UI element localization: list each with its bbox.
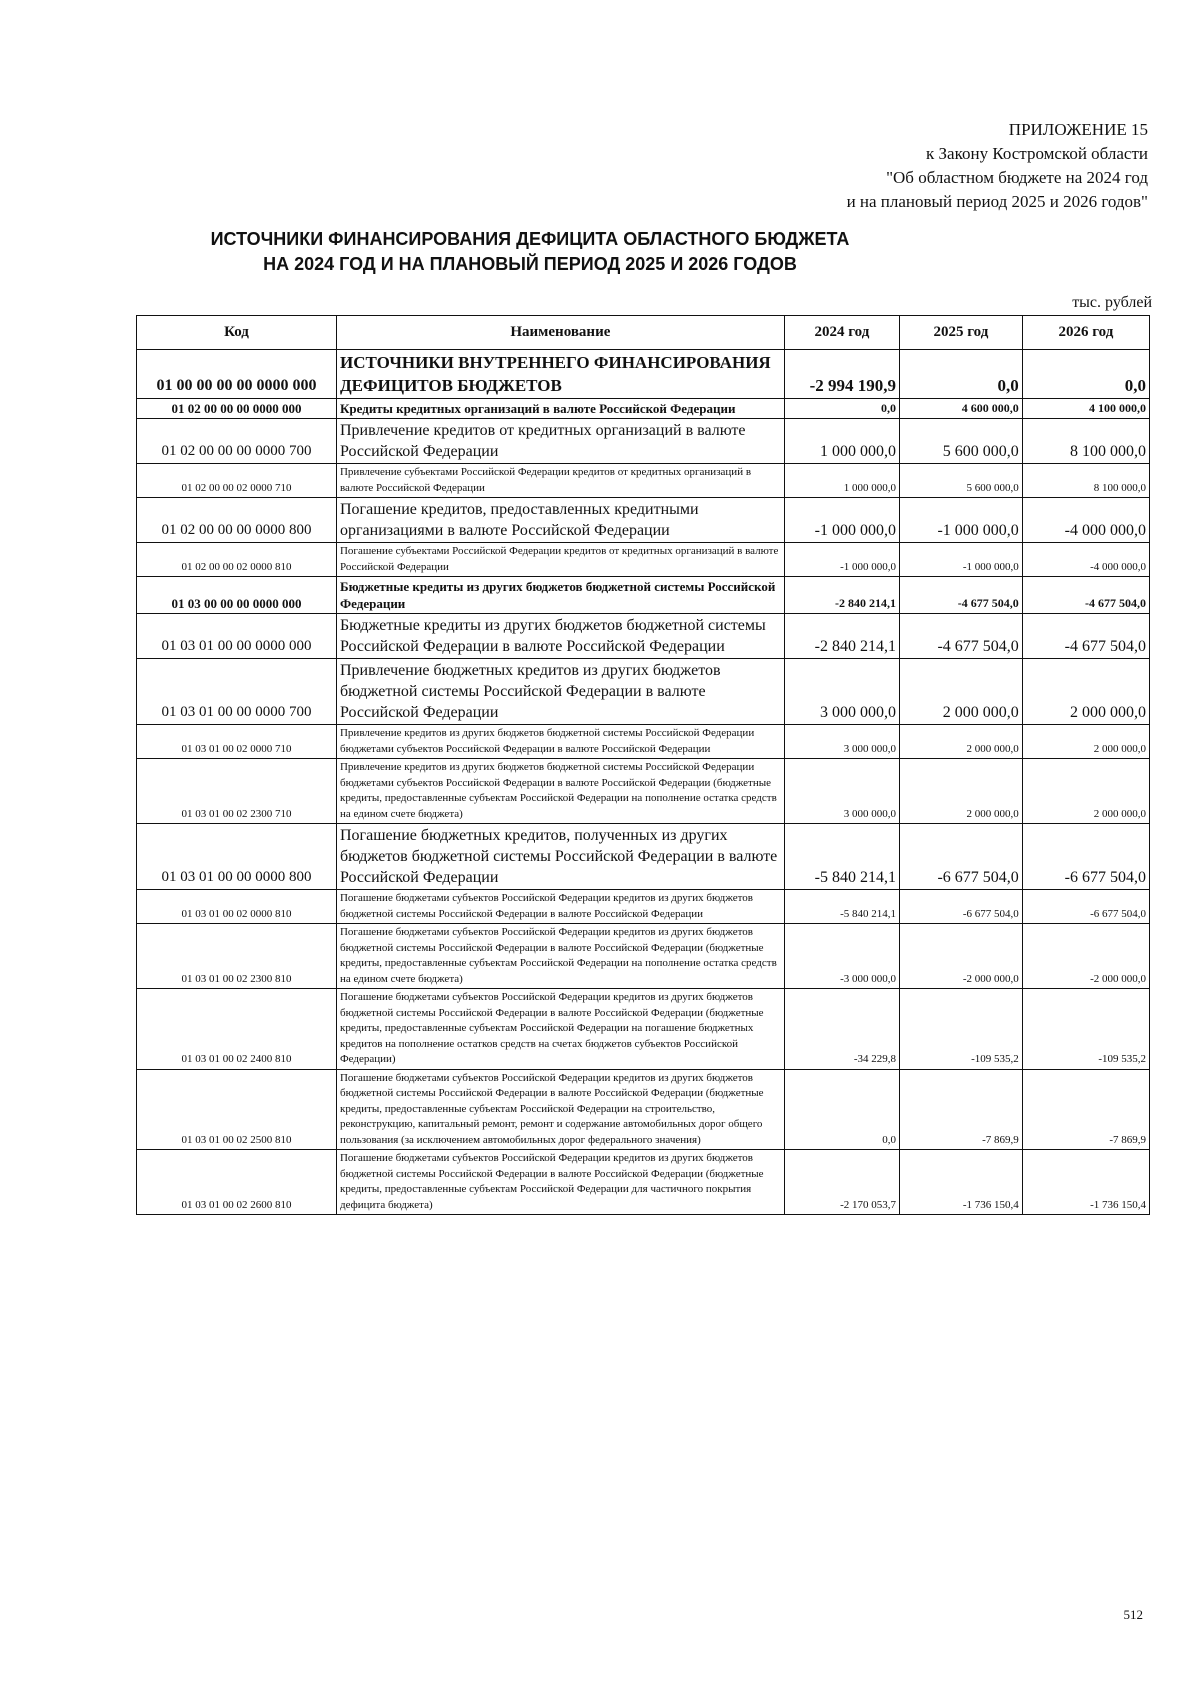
- table-row: [137, 890, 1150, 924]
- table-row: [137, 350, 1150, 399]
- row-name: Кредиты кредитных организаций в валюте Российской Федерации: [336, 399, 784, 419]
- column-header-code: Код: [137, 316, 337, 350]
- row-value-2025: -4 677 504,0: [899, 577, 1022, 614]
- row-value-2025: 2 000 000,0: [899, 659, 1022, 725]
- row-name: Привлечение кредитов из других бюджетов бюджетной системы Российской Федерации бюджетами субъектов Российской Федерации в валюте Российской Федерации: [336, 725, 784, 759]
- row-value-2024: 1 000 000,0: [784, 419, 899, 464]
- row-value-2025: -1 000 000,0: [899, 543, 1022, 577]
- row-value-2025: 2 000 000,0: [899, 759, 1022, 824]
- table-row: [137, 419, 1150, 464]
- row-value-2025: 5 600 000,0: [899, 464, 1022, 498]
- row-code: 01 00 00 00 00 0000 000: [137, 350, 337, 399]
- row-code: 01 02 00 00 00 0000 800: [137, 498, 337, 543]
- row-value-2024: -1 000 000,0: [784, 543, 899, 577]
- row-value-2025: -6 677 504,0: [899, 890, 1022, 924]
- row-value-2025: 0,0: [899, 350, 1022, 399]
- row-value-2026: -6 677 504,0: [1022, 890, 1149, 924]
- row-value-2025: -1 000 000,0: [899, 498, 1022, 543]
- row-code: 01 02 00 00 02 0000 810: [137, 543, 337, 577]
- row-value-2025: -1 736 150,4: [899, 1150, 1022, 1215]
- row-value-2026: 4 100 000,0: [1022, 399, 1149, 419]
- row-value-2024: -2 994 190,9: [784, 350, 899, 399]
- row-name: Привлечение субъектами Российской Федерации кредитов от кредитных организаций в валюте Российской Федерации: [336, 464, 784, 498]
- row-code: 01 03 01 00 02 2300 710: [137, 759, 337, 824]
- law-reference-line-3: и на плановый период 2025 и 2026 годов": [846, 192, 1148, 211]
- row-value-2024: -2 840 214,1: [784, 614, 899, 659]
- row-name: Погашение бюджетами субъектов Российской Федерации кредитов из других бюджетов бюджетной системы Российской Федерации в валюте Российской Федерации (бюджетные кредиты, предоставленные субъектам Российской Федерации для частичного покрытия дефицита бюджета): [336, 1150, 784, 1215]
- row-name: Погашение бюджетами субъектов Российской Федерации кредитов из других бюджетов бюджетной системы Российской Федерации в валюте Российской Федерации (бюджетные кредиты, предоставленные субъектам Российской Федерации на погашение бюджетных кредитов на пополнение остатков средств на счетах бюджетов субъектов Российской Федерации): [336, 989, 784, 1070]
- row-value-2024: -2 840 214,1: [784, 577, 899, 614]
- row-name: Привлечение бюджетных кредитов из других бюджетов бюджетной системы Российской Федерации в валюте Российской Федерации: [336, 659, 784, 725]
- row-name: Привлечение кредитов из других бюджетов бюджетной системы Российской Федерации бюджетами субъектов Российской Федерации в валюте Российской Федерации (бюджетные кредиты, предоставленные субъектам Российской Федерации на пополнение остатка средств на едином счете бюджета): [336, 759, 784, 824]
- row-value-2024: 3 000 000,0: [784, 759, 899, 824]
- row-value-2026: 0,0: [1022, 350, 1149, 399]
- table-row: [137, 577, 1150, 614]
- table-row: [137, 1150, 1150, 1215]
- row-code: 01 03 01 00 00 0000 700: [137, 659, 337, 725]
- row-code: 01 03 01 00 02 0000 710: [137, 725, 337, 759]
- row-name: Погашение бюджетных кредитов, полученных из других бюджетов бюджетной системы Российской Федерации в валюте Российской Федерации: [336, 824, 784, 890]
- row-value-2025: -7 869,9: [899, 1069, 1022, 1150]
- row-value-2024: -1 000 000,0: [784, 498, 899, 543]
- column-header-name: Наименование: [336, 316, 784, 350]
- row-value-2026: 2 000 000,0: [1022, 759, 1149, 824]
- table-header-row: [137, 316, 1150, 350]
- column-header-2026: 2026 год: [1022, 316, 1149, 350]
- row-name: Погашение кредитов, предоставленных кредитными организациями в валюте Российской Федерации: [336, 498, 784, 543]
- appendix-number: ПРИЛОЖЕНИЕ 15: [1008, 120, 1148, 139]
- units-label: тыс. рублей: [1072, 294, 1152, 311]
- row-code: 01 02 00 00 02 0000 710: [137, 464, 337, 498]
- row-code: 01 03 01 00 02 2600 810: [137, 1150, 337, 1215]
- row-value-2025: -2 000 000,0: [899, 924, 1022, 989]
- row-name: Погашение бюджетами субъектов Российской Федерации кредитов из других бюджетов бюджетной системы Российской Федерации в валюте Российской Федерации: [336, 890, 784, 924]
- row-name: Погашение субъектами Российской Федерации кредитов от кредитных организаций в валюте Российской Федерации: [336, 543, 784, 577]
- row-value-2026: -2 000 000,0: [1022, 924, 1149, 989]
- budget-sources-table: [136, 315, 1150, 1215]
- page-number: 512: [1123, 1607, 1143, 1622]
- row-value-2026: 8 100 000,0: [1022, 464, 1149, 498]
- table-row: [137, 725, 1150, 759]
- document-title: [140, 227, 920, 277]
- row-code: 01 03 01 00 02 2500 810: [137, 1069, 337, 1150]
- row-value-2025: 4 600 000,0: [899, 399, 1022, 419]
- table-row: [137, 614, 1150, 659]
- law-reference-line-2: "Об областном бюджете на 2024 год: [886, 168, 1148, 187]
- row-code: 01 03 01 00 02 0000 810: [137, 890, 337, 924]
- row-value-2024: -5 840 214,1: [784, 890, 899, 924]
- table-row: [137, 924, 1150, 989]
- row-value-2024: -2 170 053,7: [784, 1150, 899, 1215]
- row-value-2025: 5 600 000,0: [899, 419, 1022, 464]
- title-line-2: НА 2024 ГОД И НА ПЛАНОВЫЙ ПЕРИОД 2025 И 2026 ГОДОВ: [263, 254, 797, 274]
- appendix-header: [847, 118, 1148, 214]
- table-row: [137, 659, 1150, 725]
- column-header-2024: 2024 год: [784, 316, 899, 350]
- table-row: [137, 399, 1150, 419]
- row-name: Привлечение кредитов от кредитных организаций в валюте Российской Федерации: [336, 419, 784, 464]
- row-code: 01 02 00 00 00 0000 000: [137, 399, 337, 419]
- table-row: [137, 989, 1150, 1070]
- row-value-2025: -4 677 504,0: [899, 614, 1022, 659]
- table-row: [137, 464, 1150, 498]
- row-code: 01 02 00 00 00 0000 700: [137, 419, 337, 464]
- row-value-2025: 2 000 000,0: [899, 725, 1022, 759]
- row-value-2024: 3 000 000,0: [784, 725, 899, 759]
- row-value-2026: -6 677 504,0: [1022, 824, 1149, 890]
- row-value-2024: 0,0: [784, 1069, 899, 1150]
- column-header-2025: 2025 год: [899, 316, 1022, 350]
- row-value-2025: -109 535,2: [899, 989, 1022, 1070]
- row-value-2026: 2 000 000,0: [1022, 659, 1149, 725]
- row-value-2026: -4 000 000,0: [1022, 498, 1149, 543]
- row-name: Бюджетные кредиты из других бюджетов бюджетной системы Российской Федерации в валюте Российской Федерации: [336, 614, 784, 659]
- row-name: Бюджетные кредиты из других бюджетов бюджетной системы Российской Федерации: [336, 577, 784, 614]
- row-value-2026: -7 869,9: [1022, 1069, 1149, 1150]
- row-name: ИСТОЧНИКИ ВНУТРЕННЕГО ФИНАНСИРОВАНИЯ ДЕФИЦИТОВ БЮДЖЕТОВ: [336, 350, 784, 399]
- row-value-2026: -109 535,2: [1022, 989, 1149, 1070]
- row-value-2026: 8 100 000,0: [1022, 419, 1149, 464]
- row-value-2025: -6 677 504,0: [899, 824, 1022, 890]
- title-line-1: ИСТОЧНИКИ ФИНАНСИРОВАНИЯ ДЕФИЦИТА ОБЛАСТНОГО БЮДЖЕТА: [210, 229, 850, 249]
- row-value-2024: -34 229,8: [784, 989, 899, 1070]
- table-row: [137, 759, 1150, 824]
- row-code: 01 03 01 00 02 2300 810: [137, 924, 337, 989]
- table-row: [137, 543, 1150, 577]
- table-row: [137, 824, 1150, 890]
- table-row: [137, 498, 1150, 543]
- table-body: [137, 350, 1150, 1215]
- row-value-2024: 3 000 000,0: [784, 659, 899, 725]
- row-value-2026: -1 736 150,4: [1022, 1150, 1149, 1215]
- row-value-2024: 1 000 000,0: [784, 464, 899, 498]
- row-code: 01 03 01 00 00 0000 000: [137, 614, 337, 659]
- row-name: Погашение бюджетами субъектов Российской Федерации кредитов из других бюджетов бюджетной системы Российской Федерации в валюте Российской Федерации (бюджетные кредиты, предоставленные субъектам Российской Федерации на строительство, реконструкцию, капитальный ремонт, ремонт и содержание автомобильных дорог общего пользования (за исключением автомобильных дорог федерального значения): [336, 1069, 784, 1150]
- row-name: Погашение бюджетами субъектов Российской Федерации кредитов из других бюджетов бюджетной системы Российской Федерации в валюте Российской Федерации (бюджетные кредиты, предоставленные субъектам Российской Федерации на пополнение остатка средств на едином счете бюджета): [336, 924, 784, 989]
- row-value-2026: 2 000 000,0: [1022, 725, 1149, 759]
- row-value-2026: -4 677 504,0: [1022, 614, 1149, 659]
- law-reference-line-1: к Закону Костромской области: [926, 144, 1148, 163]
- row-value-2026: -4 677 504,0: [1022, 577, 1149, 614]
- row-value-2026: -4 000 000,0: [1022, 543, 1149, 577]
- row-value-2024: -3 000 000,0: [784, 924, 899, 989]
- row-code: 01 03 01 00 02 2400 810: [137, 989, 337, 1070]
- row-value-2024: -5 840 214,1: [784, 824, 899, 890]
- row-code: 01 03 01 00 00 0000 800: [137, 824, 337, 890]
- table-row: [137, 1069, 1150, 1150]
- row-value-2024: 0,0: [784, 399, 899, 419]
- row-code: 01 03 00 00 00 0000 000: [137, 577, 337, 614]
